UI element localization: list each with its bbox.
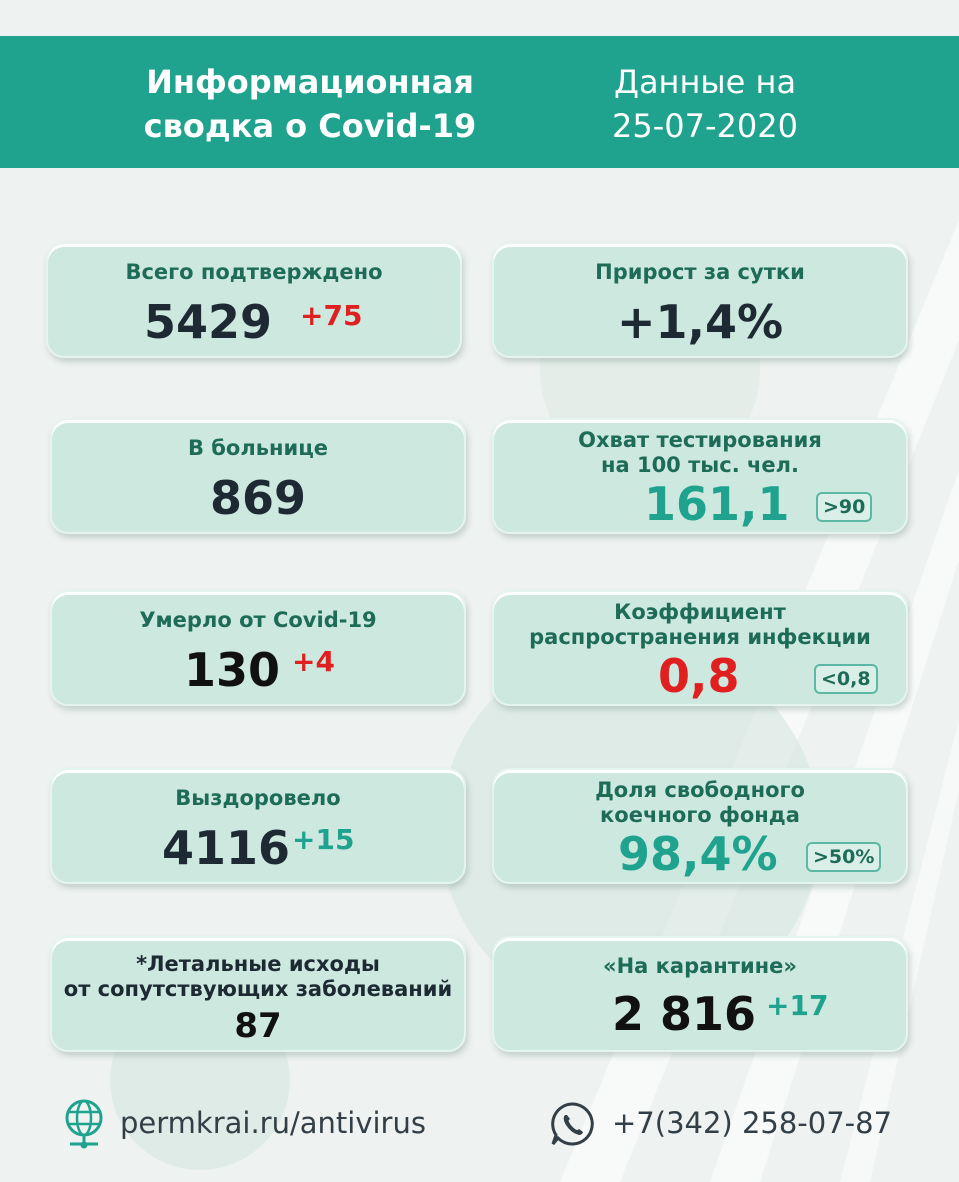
card-label-line-2: на 100 тыс. чел. [600,453,800,477]
card-value: 0,8 [658,649,740,703]
card-label: В больнице [187,436,329,460]
card-quarantine [492,936,908,1052]
card-rt [492,590,908,706]
page-title [60,60,560,148]
card-recovered [50,768,466,884]
card-confirmed [46,242,462,358]
target-badge: >50% [806,842,881,872]
card-label: Всего подтверждено [125,260,383,284]
card-label: «На карантине» [603,954,797,978]
card-delta: +17 [766,989,829,1022]
whatsapp-phone-icon [548,1100,596,1148]
card-label-line-1: Доля свободного [595,778,805,802]
card-comorbid [50,936,466,1052]
card-beds [492,768,908,884]
card-hospital [50,418,466,534]
card-label-line-2: коечного фонда [600,803,800,827]
card-label: Прирост за сутки [595,260,805,284]
card-label-line-2: от сопутствующих заболеваний [63,977,453,1001]
card-label: Выздоровело [175,786,341,810]
target-badge: <0,8 [814,664,878,694]
card-testing [492,418,908,534]
card-label: Умерло от Covid-19 [139,608,377,632]
card-value: 161,1 [644,477,790,531]
card-value: 87 [234,1006,282,1046]
date-line-1: Данные на [613,63,797,101]
card-value: 869 [209,471,307,525]
card-value: +1,4% [616,295,784,349]
report-date [560,60,850,148]
website-link[interactable]: permkrai.ru/antivirus [120,1106,426,1140]
title-line-1: Информационная [146,63,474,101]
card-value: 98,4% [618,827,778,881]
globe-icon [62,1098,106,1150]
card-label-line-1: *Летальные исходы [136,952,380,976]
card-value: 5429 [144,295,273,349]
card-deaths [50,590,466,706]
card-label-line-1: Коэффициент [614,600,786,624]
card-delta: +75 [300,299,363,332]
title-line-2: сводка о Covid-19 [143,107,477,145]
target-badge: >90 [816,492,872,522]
card-value: 130 [184,643,281,697]
card-value: 2 816 [612,987,757,1041]
header-banner [0,36,959,168]
card-daily-growth [492,242,908,358]
date-line-2: 25-07-2020 [612,107,798,145]
card-label-line-1: Охват тестирования [578,428,822,452]
card-delta: +15 [292,823,355,856]
phone-number[interactable]: +7(342) 258-07-87 [612,1106,893,1140]
card-delta: +4 [292,645,335,678]
card-label-line-2: распространения инфекции [529,625,871,649]
card-value: 4116 [162,821,291,875]
